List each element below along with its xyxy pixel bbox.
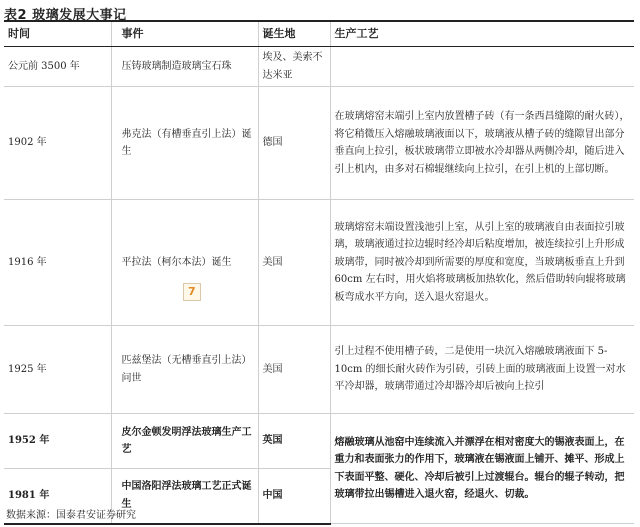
header-place: 诞生地 bbox=[258, 21, 330, 47]
data-source-note: 数据来源：国泰君安证券研究 bbox=[6, 510, 136, 521]
cell-time: 1925 年 bbox=[4, 326, 111, 414]
cell-process: 在玻璃熔窑末端引上室内放置槽子砖（有一条西昌缝隙的耐火砖），将它稍微压入熔融玻璃液面以下，玻璃液从槽子砖的缝隙冒出部分垂直向上拉引，板状玻璃带立即被水冷却器从两侧冷却，随后进入引上机内，由多对石棉辊继续向上拉引，在引上机的上部切断。 bbox=[330, 87, 634, 200]
cell-process: 玻璃熔窑末端设置浅池引上室，从引上室的玻璃液自由表面拉引玻璃，玻璃液通过拉边辊时经冷却后粘度增加，被连续拉引上升形成玻璃带，同时被冷却到所需要的厚度和宽度，当玻璃板垂直上升到 60cm 左右时，用火焰将玻璃板加热软化，然后借助转向辊将玻璃板弯成水平方向，送入退火窑退火。 bbox=[330, 200, 634, 326]
cell-time: 1981 年 bbox=[4, 469, 111, 524]
cell-event: 皮尔金顿发明浮法玻璃生产工艺 bbox=[111, 414, 258, 469]
table-row bbox=[4, 87, 634, 200]
cell-event: 弗克法（有槽垂直引上法）诞生 bbox=[111, 87, 258, 200]
header-time: 时间 bbox=[4, 21, 111, 47]
cell-time: 1952 年 bbox=[4, 414, 111, 469]
cell-place: 美国 bbox=[258, 200, 330, 326]
watermark-glyph: 7 bbox=[188, 285, 196, 298]
table-title: 表2 玻璃发展大事记 bbox=[4, 8, 127, 23]
header-process: 生产工艺 bbox=[330, 21, 634, 47]
cell-place: 中国 bbox=[258, 469, 330, 524]
header-event: 事件 bbox=[111, 21, 258, 47]
cell-time: 1916 年 bbox=[4, 200, 111, 326]
cell-event: 平拉法（柯尔本法）诞生 bbox=[111, 200, 258, 326]
cell-place: 美国 bbox=[258, 326, 330, 414]
table-row bbox=[4, 414, 634, 469]
cell-process: 熔融玻璃从池窑中连续流入并漂浮在相对密度大的锡液表面上，在重力和表面张力的作用下，玻璃液在锡液面上铺开、摊平、形成上下表面平整、硬化、冷却后被引上过渡辊台。辊台的辊子转动，把玻璃带拉出锡槽进入退火窑，经退火、切裁。 bbox=[330, 414, 634, 524]
cell-process: 引上过程不使用槽子砖，二是使用一块沉入熔融玻璃液面下 5-10cm 的细长耐火砖作为引砖，引砖上面的玻璃液面上设置一对水平冷却器，玻璃带通过冷却器冷却后被向上拉引 bbox=[330, 326, 634, 414]
table-header-row bbox=[4, 21, 634, 47]
cell-time: 公元前 3500 年 bbox=[4, 47, 111, 87]
table-row bbox=[4, 326, 634, 414]
cell-place: 埃及、美索不达米亚 bbox=[258, 47, 330, 87]
cell-event: 压铸玻璃制造玻璃宝石珠 bbox=[111, 47, 258, 87]
cell-process bbox=[330, 47, 634, 87]
cell-place: 德国 bbox=[258, 87, 330, 200]
table-row bbox=[4, 200, 634, 326]
cell-place: 英国 bbox=[258, 414, 330, 469]
table-row bbox=[4, 47, 634, 87]
cell-event: 匹兹堡法（无槽垂直引上法）问世 bbox=[111, 326, 258, 414]
cell-time: 1902 年 bbox=[4, 87, 111, 200]
history-table bbox=[4, 20, 634, 525]
cell-event: 中国洛阳浮法玻璃工艺正式诞生 bbox=[111, 469, 258, 524]
watermark-icon bbox=[183, 283, 201, 301]
